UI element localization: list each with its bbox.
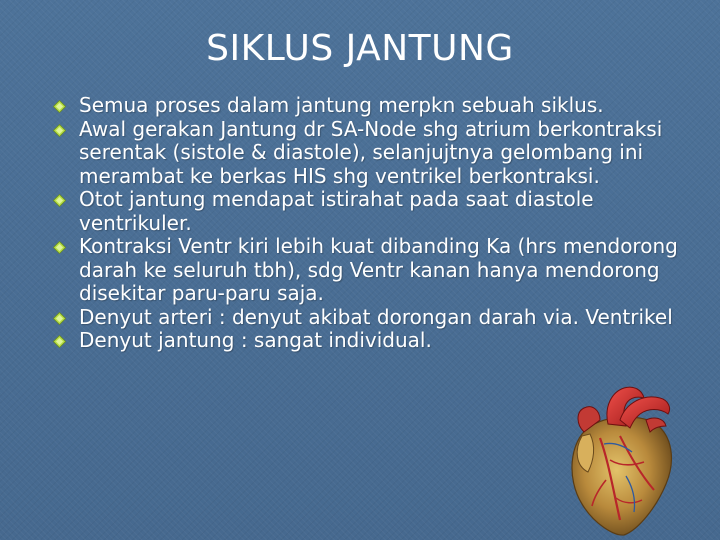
diamond-bullet-icon bbox=[53, 194, 66, 207]
slide-title: SIKLUS JANTUNG bbox=[206, 28, 514, 69]
diamond-bullet-icon bbox=[53, 312, 66, 325]
bullet-item bbox=[53, 306, 693, 330]
bullet-list bbox=[53, 94, 693, 353]
heart-illustration bbox=[560, 380, 680, 538]
bullet-text: Denyut arteri : denyut akibat dorongan darah via. Ventrikel bbox=[79, 304, 673, 329]
diamond-bullet-icon bbox=[53, 335, 66, 348]
diamond-bullet-icon bbox=[53, 124, 66, 137]
bullet-item bbox=[53, 329, 693, 353]
bullet-item bbox=[53, 94, 693, 118]
bullet-text: Otot jantung mendapat istirahat pada saat diastole ventrikuler. bbox=[79, 187, 594, 235]
diamond-bullet-icon bbox=[53, 241, 66, 254]
bullet-item bbox=[53, 188, 693, 235]
diamond-bullet-icon bbox=[53, 100, 66, 113]
bullet-text: Awal gerakan Jantung dr SA-Node shg atrium berkontraksi serentak (sistole & diastole), selanjujtnya gelombang ini merambat ke berkas HIS shg ventrikel berkontraksi. bbox=[79, 116, 663, 188]
bullet-item bbox=[53, 235, 693, 306]
bullet-text: Semua proses dalam jantung merpkn sebuah siklus. bbox=[79, 93, 604, 117]
bullet-text: Kontraksi Ventr kiri lebih kuat dibanding Ka (hrs mendorong darah ke seluruh tbh), sdg Ventr kanan hanya mendorong disekitar paru-paru saja. bbox=[79, 234, 678, 305]
bullet-text: Denyut jantung : sangat individual. bbox=[79, 328, 432, 352]
bullet-item bbox=[53, 118, 693, 189]
